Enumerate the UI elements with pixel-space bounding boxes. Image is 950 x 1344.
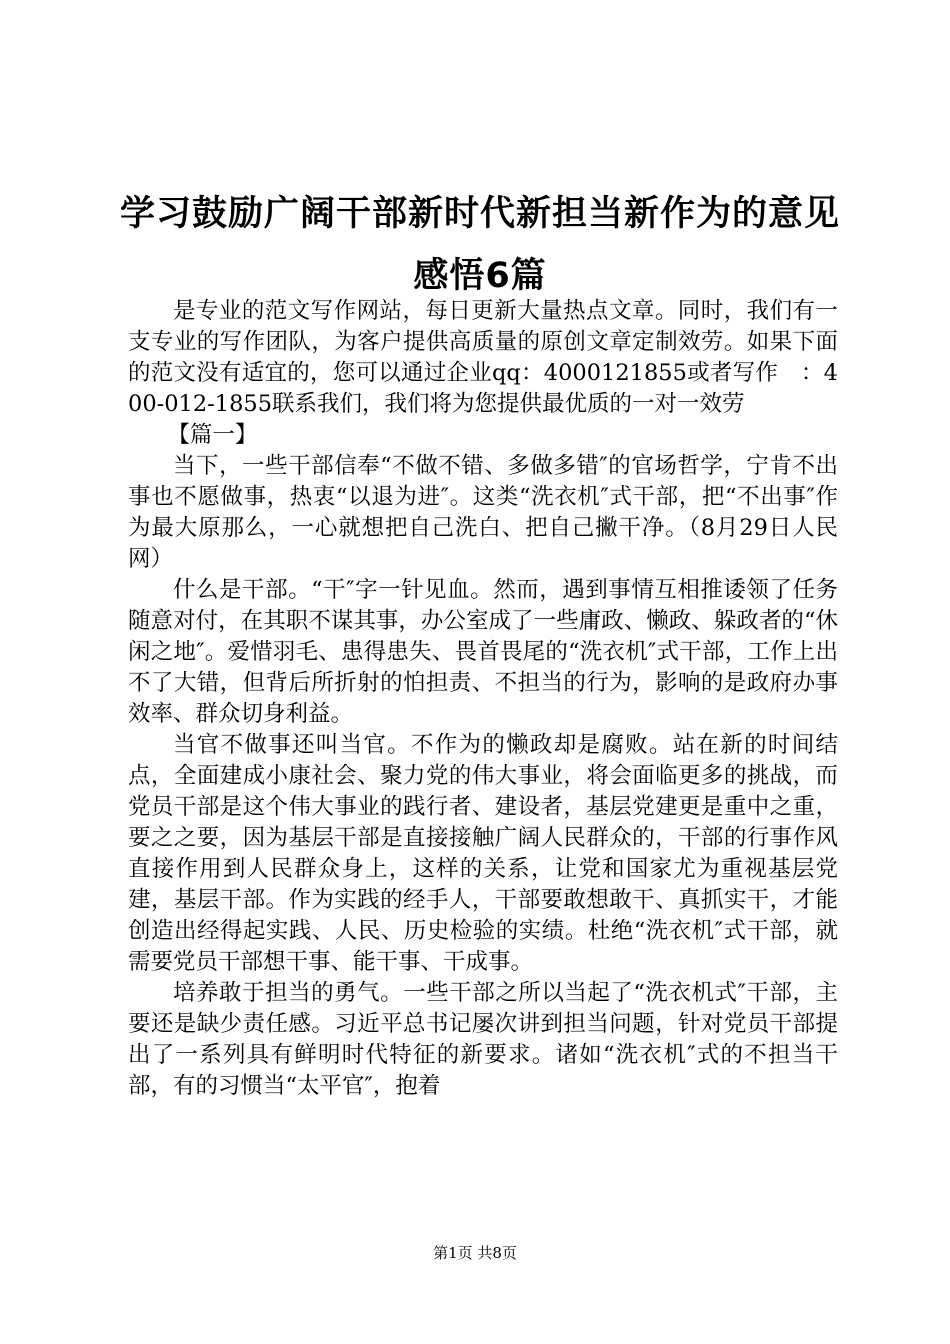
section-heading: 【篇一】: [167, 422, 258, 448]
document-title: [120, 183, 840, 307]
title-line-2: 感悟6篇: [413, 256, 547, 296]
body-paragraph: 什么是干部。“干″字一针见血。然而，遇到事情互相推诿领了任务随意对付，在其职不谋其事，办公室成了一些庸政、懒政、躲政者的“休闲之地″。爱惜羽毛、患得患失、畏首畏尾的“洗衣机″式干部，工作上出不了大错，但背后所折射的怕担责、不担当的行为，影响的是政府办事效率、群众切身利益。: [128, 577, 838, 727]
body-paragraph: 培养敢于担当的勇气。一些干部之所以当起了“洗衣机式″干部，主要还是缺少责任感。习近平总书记屡次讲到担当问题，针对党员干部提出了一系列具有鲜明时代特征的新要求。诸如“洗衣机″式的不担当干部，有的习惯当“太平官″，抱着: [128, 980, 838, 1099]
body-paragraph: 当下，一些干部信奉“不做不错、多做多错″的官场哲学，宁肯不出事也不愿做事，热衷“以退为进″。这类“洗衣机″式干部，把“不出事″作为最大原那么，一心就想把自己洗白、把自己撇干净。（8月29日人民网）: [128, 453, 838, 572]
body-paragraph: 当官不做事还叫当官。不作为的懒政却是腐败。站在新的时间结点，全面建成小康社会、聚力党的伟大事业，将会面临更多的挑战，而党员干部是这个伟大事业的践行者、建设者，基层党建更是重中之重，要之之要，因为基层干部是直接接触广阔人民群众的，干部的行事作风直接作用到人民群众身上，这样的关系，让党和国家尤为重视基层党建，基层干部。作为实践的经手人，干部要敢想敢干、真抓实干，才能创造出经得起实践、人民、历史检验的实绩。杜绝“洗衣机″式干部，就需要党员干部想干事、能干事、干成事。: [128, 732, 838, 975]
document-body: [128, 296, 838, 1102]
title-line-1: 学习鼓励广阔干部新时代新担当新作为的意见: [120, 194, 841, 234]
page-footer: 第1页 共8页: [433, 1244, 517, 1262]
intro-paragraph: 是专业的范文写作网站，每日更新大量热点文章。同时，我们有一支专业的写作团队，为客户提供高质量的原创文章定制效劳。如果下面的范文没有适宜的，您可以通过企业qq：4000121855或者写作 ：400-012-1855联系我们，我们将为您提供最优质的一对一效劳: [128, 298, 838, 417]
